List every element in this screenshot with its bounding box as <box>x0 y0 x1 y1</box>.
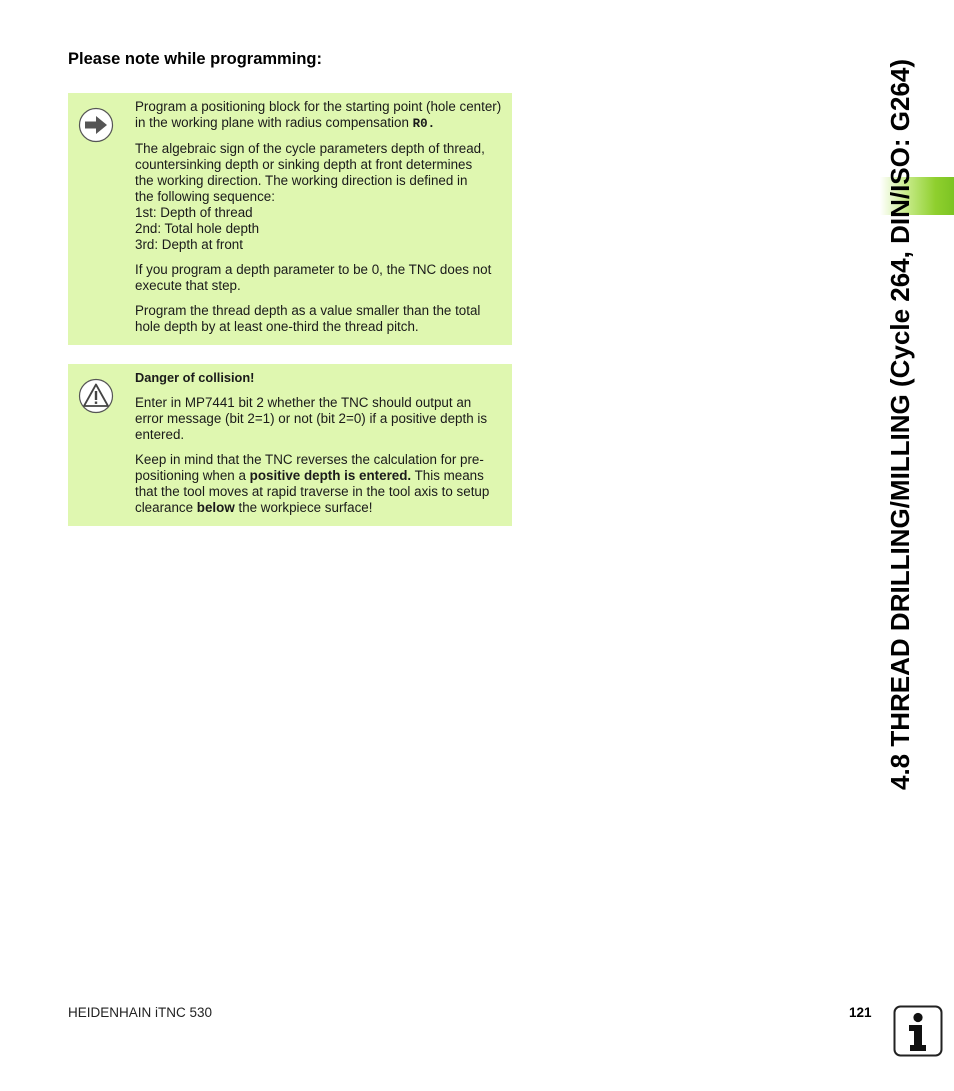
programming-note-box <box>68 93 512 345</box>
section-heading: Please note while programming: <box>68 50 322 68</box>
collision-warning-box <box>68 364 512 526</box>
radius-code: R0 <box>412 117 428 131</box>
note-paragraph-3: If you program a depth parameter to be 0, the TNC does not execute that step. <box>135 262 492 293</box>
footer-product-name: HEIDENHAIN iTNC 530 <box>68 1005 213 1020</box>
warning-paragraph-2: Keep in mind that the TNC reverses the calculation for pre-positioning when a positive depth is entered. This means that the tool moves at rapid traverse in the tool axis to setup clearance below the workpiece surface! <box>135 452 490 515</box>
note-paragraph-2: The algebraic sign of the cycle parameters depth of thread, countersinking depth or sinking depth at front determines the working direction. The working direction is defined in the following sequence: 1st: Depth of thread 2nd: Total hole depth 3rd: Depth at front <box>135 141 485 252</box>
note-paragraph-4: Program the thread depth as a value smaller than the total hole depth by at least one-third the thread pitch. <box>135 303 481 334</box>
note-paragraph-1: Program a positioning block for the starting point (hole center) in the working plane with radius compensation R0. <box>135 99 502 131</box>
warning-title: Danger of collision! <box>135 370 255 385</box>
warning-triangle-icon <box>78 378 114 414</box>
page-number: 121 <box>849 1005 872 1020</box>
arrow-right-icon <box>78 107 114 143</box>
chapter-side-title: 4.8 THREAD DRILLING/MILLING (Cycle 264, DIN/ISO: G264) <box>885 58 915 790</box>
warning-paragraph-1: Enter in MP7441 bit 2 whether the TNC should output an error message (bit 2=1) or not (bit 2=0) if a positive depth is entered. <box>135 395 488 442</box>
info-icon <box>893 1005 943 1057</box>
